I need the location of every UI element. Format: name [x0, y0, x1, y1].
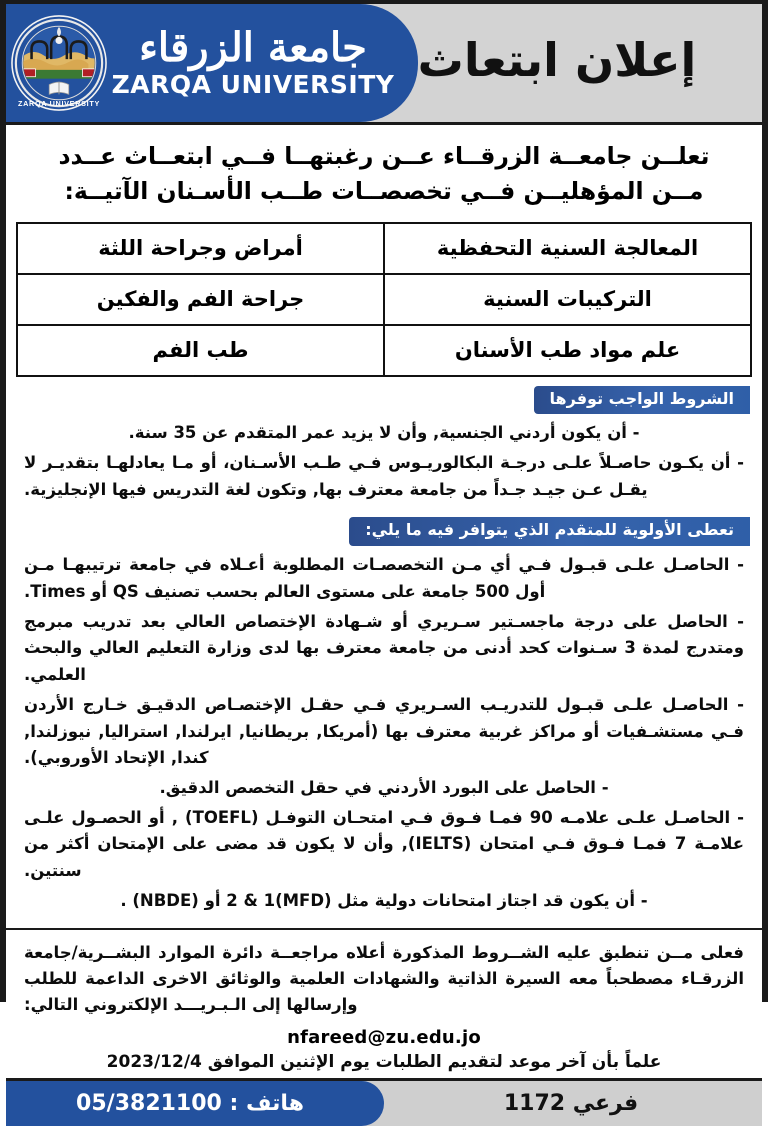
list-item: - الحاصل على درجة ماجسـتير سـريري أو شـهادة الإختصاص العالي بعد تدريب مبرمج ومتدرج لمدة 3 سـنوات كحد أدنى من جامعة معترف بها لدى وزارة التعليم العالي والبحث العلمي.: [24, 611, 744, 685]
phone-number[interactable]: هاتف : 05/3821100: [6, 1081, 384, 1126]
priority-banner-row: [6, 517, 762, 546]
intro-line-1: تعلــن جامعــة الزرقــاء عــن رغبتهــا فــي ابتعــاث عــدد: [58, 142, 710, 170]
brand-wordmark: [108, 23, 398, 99]
specializations-table: [16, 222, 752, 377]
application-instructions: فعلى مــن تنطبق عليه الشــروط المذكورة أعلاه مراجعــة دائرة الموارد البشــرية/جامعة الزرقـاء مصطحباً معه السيرة الذاتية والشهادات العلمية والوثائق الاخرى الداعمة للطلب وإرسالها إلى الـبـريـــد الإلكتروني التالي:: [24, 942, 744, 1015]
brand-name-arabic: جامعة الزرقاء: [139, 23, 367, 71]
poster-header: [6, 4, 762, 122]
contact-phone-bar: [6, 1078, 762, 1126]
list-item: - الحاصـل علـى علامـه 90 فمـا فـوق فـي امتحـان التوفـل (TOEFL) , أو الحصـول علـى علامـة 7 فمـا فـوق فـي امتحان (IELTS), وأن لا يكون قد مضى على الإمتحان أكثر من سنتين.: [24, 807, 745, 881]
zarqa-university-seal-icon: [10, 14, 108, 112]
application-deadline: علماً بأن آخر موعد لتقديم الطلبات يوم الإثنين الموافق 2023/12/4: [106, 1051, 662, 1072]
university-brand-panel: [6, 4, 418, 122]
specialization-cell: جراحة الفم والفكين: [17, 274, 384, 325]
intro-paragraph: [6, 125, 762, 220]
specialization-cell: التركيبات السنية: [384, 274, 751, 325]
list-item: - أن يكون قد اجتاز امتحانات دولية مثل (MFD)2 & 1 أو (NBDE) .: [120, 890, 648, 910]
list-item: - الحاصل على البورد الأردني في حقل التخصص الدقيق.: [159, 778, 609, 797]
specialization-cell: طب الفم: [17, 325, 384, 376]
specialization-cell: علم مواد طب الأسنان: [384, 325, 751, 376]
table-row: [17, 325, 751, 376]
specialization-cell: أمراض وجراحة اللثة: [17, 223, 384, 274]
brand-name-english: ZARQA UNIVERSITY: [111, 69, 395, 99]
list-item: - أن يكـون حاصـلاً علـى درجـة البكالوريـوس فـي طـب الأسـنان، أو مـا يعادلهـا بتقديـر لا يقـل عـن جيـد جـداً من جامعة معترف بها, وتكون لغة التدريس فيها الإنجليزية.: [24, 453, 744, 499]
table-row: [17, 274, 751, 325]
specialization-cell: المعالجة السنية التحفظية: [384, 223, 751, 274]
list-item: - أن يكون أردني الجنسية, وأن لا يزيد عمر المتقدم عن 35 سنة.: [128, 423, 640, 443]
conditions-banner: الشروط الواجب توفرها: [534, 386, 750, 415]
conditions-banner-row: [6, 386, 762, 415]
list-item: - الحاصـل علـى قبـول فـي أي مـن التخصصـات المطلوبة أعـلاه في جامعة ترتيبهـا مـن أول 500 جامعة على مستوى العالم بحسب تصنيف QS أو Times.: [24, 555, 744, 601]
intro-line-2: مــن المؤهليــن فــي تخصصــات طــب الأسـنان الآتيــة:: [64, 177, 704, 206]
list-item: - الحاصـل علـى قبـول للتدريـب السـريري فـي حقـل الإختصـاص الدقيـق خـارج الأردن فـي مستشـفيات أو مراكز غربية معترف بها (أمريكا, بريطانيا, ايرلندا, استراليا, نيوزلندا, كندا, الإتحاد الأوروبي).: [24, 694, 744, 768]
page-title: إعلان ابتعاث: [417, 33, 697, 87]
svg-text:ZARQA UNIVERSITY: ZARQA UNIVERSITY: [17, 99, 101, 109]
poster-body: [6, 122, 762, 1078]
phone-extension: فرعي 1172: [503, 1090, 639, 1116]
table-row: [17, 223, 751, 274]
priority-list: [6, 546, 762, 919]
contact-email[interactable]: nfareed@zu.edu.jo: [287, 1026, 481, 1048]
conditions-list: [6, 414, 762, 508]
priority-banner: تعطى الأولوية للمتقدم الذي يتوافر فيه ما يلي:: [349, 517, 750, 546]
